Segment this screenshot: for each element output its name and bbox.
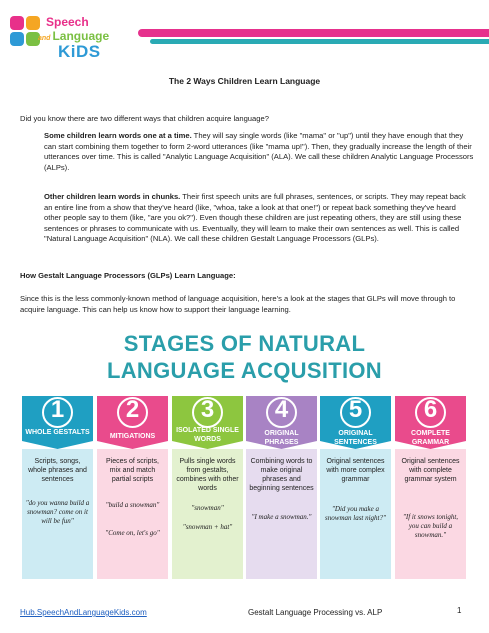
stage-2-example-2: "Come on, let's go" [105,529,160,537]
stages-title [0,330,489,384]
stage-4-header [246,396,317,449]
gestalt-text: Their first speech units are full phrases, sentences, or scripts. They may repeat back an entire line from a show that they've heard (like, "whoa, take a look at that one!") or repeat back something they've heard other people say to them (like, "are you ok?"). Even though these children are just repeating others, they are still using these sentences or phrases to communicate with us. Eventually, they will learn to make their own sentences as well. This is called "Natural Language Acquisition" (NLA). We call these children Gestalt Language Processors (GLPs). [44,192,466,243]
stages-infographic [22,396,467,579]
stage-1-header [22,396,93,449]
document-title: The 2 Ways Children Learn Language [168,76,321,86]
stage-3 [172,396,243,579]
stage-5-example: "Did you make a snowman last night?" [325,505,386,522]
stages-title-line2: LANGUAGE ACQUSITION [107,358,382,383]
stage-2-body [97,449,168,579]
stage-3-body [172,449,243,579]
stage-4-body [246,449,317,579]
stage-3-header [172,396,243,449]
stage-6-body [395,449,466,579]
stage-1-description: Scripts, songs, whole phrases and sentences [28,458,87,483]
stage-2-description: Pieces of scripts, mix and match partial scripts [106,458,159,483]
stage-3-example-1: "snowman" [191,504,224,512]
stage-6-label: COMPLETE GRAMMAR [411,430,450,446]
gestalt-paragraph [44,192,474,245]
analytic-lead: Some children learn words one at a time. [44,131,192,140]
stage-2-number: 2 [125,396,140,423]
logo-text-speech: Speech [46,15,89,29]
stage-5-header [320,396,391,449]
logo [8,14,128,64]
stage-2-header [97,396,168,449]
footer-website-link[interactable]: Hub.SpeechAndLanguageKids.com [20,608,147,617]
since-paragraph: Since this is the less commonly-known method of language acquisition, here's a look at the stages that GLPs will move through to acquire language. This can help us know how to support their language learning. [20,294,456,314]
stage-5-body [320,449,391,579]
stage-6-header [395,396,466,449]
stage-5 [320,396,391,579]
stage-4-label: ORIGINAL PHRASES [264,430,299,446]
stage-3-number: 3 [200,396,215,423]
stage-6-example: "If it snows tonight, you can build a snowman." [402,513,459,539]
stage-1-body [22,449,93,579]
logo-text-language-word: Language [52,29,110,43]
logo-square-blue [10,32,24,46]
stage-4-description: Combining words to make original phrases and beginning sentences [249,458,314,492]
intro-paragraph: Did you know there are two different ways that children acquire language? [20,114,269,123]
stage-3-example-2: "snowman + hat" [182,523,233,531]
stage-5-number: 5 [348,396,363,423]
header-bar-pink [138,29,489,37]
logo-square-pink [10,16,24,30]
stage-6 [395,396,466,579]
stage-3-label: ISOLATED SINGLE WORDS [176,427,239,443]
stage-1-number: 1 [50,396,65,423]
stages-title-line1: STAGES OF NATURAL [123,331,366,356]
stage-6-number: 6 [423,396,438,423]
footer-page-number: 1 [457,606,462,615]
how-glps-heading: How Gestalt Language Processors (GLPs) Learn Language: [20,271,236,280]
stage-6-description: Original sentences with complete grammar system [401,458,460,483]
logo-text-and: and [38,35,51,42]
logo-text-kids: KiDS [58,42,101,61]
stage-3-description: Pulls single words from gestalts, combines with other words [176,458,239,492]
stage-1 [22,396,93,579]
logo-text-language [38,29,109,43]
logo-square-yellow [26,16,40,30]
stage-5-description: Original sentences with more complex grammar [326,458,385,483]
analytic-text: They will say single words (like "mama" or "up") until they have enough that they can start combining them together to form 2-word utterances (like "mama up!"). Then, they gradually increase the length of their utterances over time. This is called "Analytic Language Acquisition" (ALA). We call these children Analytic Language Processors (ALPs). [44,131,474,172]
header-bar-teal [150,39,489,44]
stage-2-label: MITIGATIONS [109,433,156,440]
gestalt-lead: Other children learn words in chunks. [44,192,181,201]
stage-4-example: "I make a snowman." [251,513,312,521]
footer-document-name: Gestalt Language Processing vs. ALP [248,608,383,617]
stage-2-example-1: "build a snowman" [105,501,160,509]
stage-1-label: WHOLE GESTALTS [25,429,90,436]
stage-4-number: 4 [274,396,289,423]
stage-5-label: ORIGINAL SENTENCES [334,430,377,446]
stage-1-example: "do you wanna build a snowman? come on it will be fun" [25,499,90,525]
stage-4 [246,396,317,579]
analytic-paragraph [44,131,474,173]
stage-2 [97,396,168,579]
